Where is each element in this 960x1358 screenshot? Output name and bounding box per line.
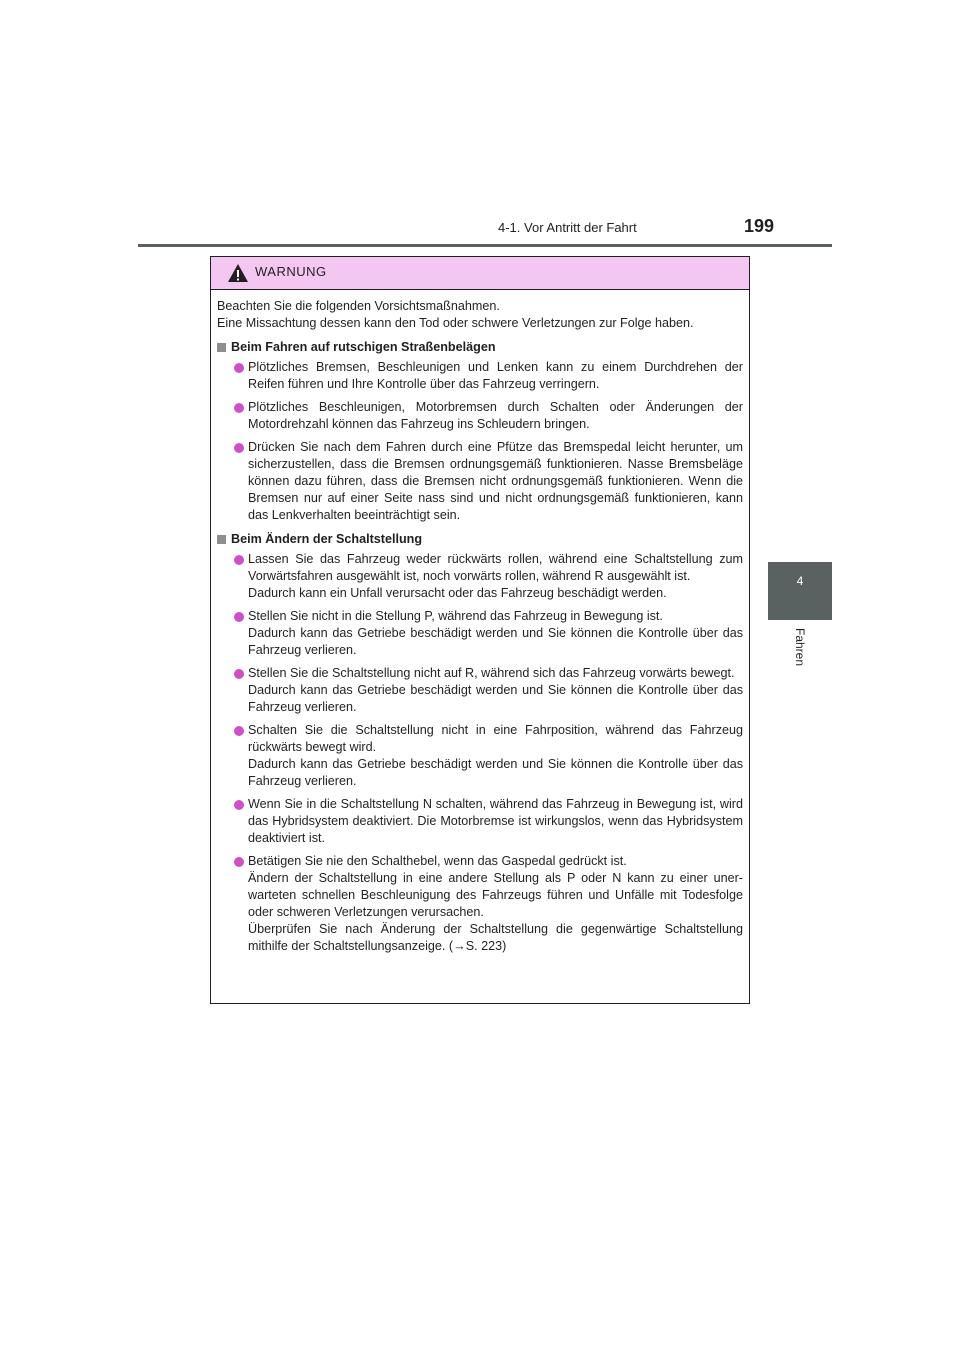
page-number: 199 [744, 216, 775, 236]
intro-line: Eine Missachtung dessen kann den Tod oder schwere Verletzungen zur Folge haben. [217, 316, 694, 330]
list-item [217, 399, 743, 433]
warning-intro [217, 298, 743, 332]
circle-bullet-icon [234, 363, 244, 373]
circle-bullet-icon [234, 726, 244, 736]
item-text: Stellen Sie die Schaltstellung nicht auf R, während sich das Fahrzeug vorwärts bewegt. [248, 666, 735, 680]
circle-bullet-icon [234, 669, 244, 679]
list-item [217, 796, 743, 847]
item-text: Überprüfen Sie nach Änderung der Schaltstellung die gegenwärtige Schaltstellung mithilfe der Schaltstellungsanzeige. (→S. 223) [248, 922, 743, 953]
section-heading-text: Beim Fahren auf rutschigen Straßenbelägen [231, 340, 496, 354]
section-heading-text: Beim Ändern der Schaltstellung [231, 532, 423, 546]
warning-body [211, 290, 749, 955]
section-title: 4-1. Vor Antritt der Fahrt [498, 220, 637, 235]
item-text: Ändern der Schaltstellung in eine andere Stellung als P oder N kann zu einer unerwarteten schnellen Beschleunigung des Fahrzeugs führen und Unfälle mit Todesfolge oder schweren Verletzungen verursachen. [248, 871, 743, 919]
warning-section [217, 531, 743, 955]
circle-bullet-icon [234, 555, 244, 565]
item-text: Dadurch kann das Getriebe beschädigt werden und Sie können die Kontrolle über das Fahrzeug verlieren. [248, 757, 743, 788]
chapter-number: 4 [796, 574, 804, 588]
item-text: Dadurch kann ein Unfall verursacht oder das Fahrzeug beschädigt werden. [248, 586, 667, 600]
list-item [217, 665, 743, 716]
item-text: Wenn Sie in die Schaltstellung N schalten, während das Fahrzeug in Bewegung ist, wird das Hybridsystem deaktiviert. Die Motorbremse ist wirkungslos, wenn das Hybridsystem deaktiviert ist. [248, 797, 743, 845]
list-item [217, 722, 743, 790]
item-text: Betätigen Sie nie den Schalthebel, wenn das Gaspedal gedrückt ist. [248, 854, 627, 868]
header-rule [138, 244, 832, 247]
section-heading [217, 531, 743, 548]
list-item [217, 608, 743, 659]
item-text: Schalten Sie die Schaltstellung nicht in eine Fahrposition, während das Fahrzeug rückwärts bewegt wird. [248, 723, 743, 754]
warning-box [210, 256, 750, 1004]
warning-header [211, 257, 749, 290]
item-text: Dadurch kann das Getriebe beschädigt werden und Sie können die Kontrolle über das Fahrzeug verlieren. [248, 683, 743, 714]
warning-section [217, 339, 743, 524]
item-text: Plötzliches Beschleunigen, Motorbremsen durch Schalten oder Änderungen der Motordrehzahl können das Fahrzeug ins Schleudern bringen. [248, 400, 743, 431]
item-text: Drücken Sie nach dem Fahren durch eine Pfütze das Bremspedal leicht herunter, um sicherzustellen, dass die Bremsen ordnungsgemäß funktionieren. Nasse Bremsbeläge können dazu führen, dass die Bremsen nicht ordnungsgemäß funktionieren. Wenn die Bremsen nur auf einer Seite nass sind und nicht ordnungsgemäß funktionieren, kann das Lenkverhalten beeinträchtigt sein. [248, 440, 743, 522]
list-item [217, 853, 743, 955]
item-text: Plötzliches Bremsen, Beschleunigen und Lenken kann zu einem Durchdrehen der Reifen führen und Ihre Kontrolle über das Fahrzeug verringern. [248, 360, 743, 391]
item-text: Dadurch kann das Getriebe beschädigt werden und Sie können die Kontrolle über das Fahrzeug verlieren. [248, 626, 743, 657]
list-item [217, 551, 743, 602]
square-bullet-icon [217, 535, 226, 544]
item-text: Stellen Sie nicht in die Stellung P, während das Fahrzeug in Bewegung ist. [248, 609, 663, 623]
circle-bullet-icon [234, 612, 244, 622]
circle-bullet-icon [234, 403, 244, 413]
chapter-label: Fahren [793, 628, 807, 667]
warning-title: WARNUNG [255, 264, 327, 279]
square-bullet-icon [217, 343, 226, 352]
item-text: Lassen Sie das Fahrzeug weder rückwärts rollen, während eine Schaltstellung zum Vorwärtsfahren ausgewählt ist, noch vorwärts rollen, während R ausgewählt ist. [248, 552, 743, 583]
chapter-tab [768, 562, 832, 620]
intro-line: Beachten Sie die folgenden Vorsichtsmaßnahmen. [217, 299, 500, 313]
list-item [217, 439, 743, 524]
list-item [217, 359, 743, 393]
circle-bullet-icon [234, 857, 244, 867]
circle-bullet-icon [234, 800, 244, 810]
warning-triangle-icon [227, 263, 249, 283]
circle-bullet-icon [234, 443, 244, 453]
section-heading [217, 339, 743, 356]
